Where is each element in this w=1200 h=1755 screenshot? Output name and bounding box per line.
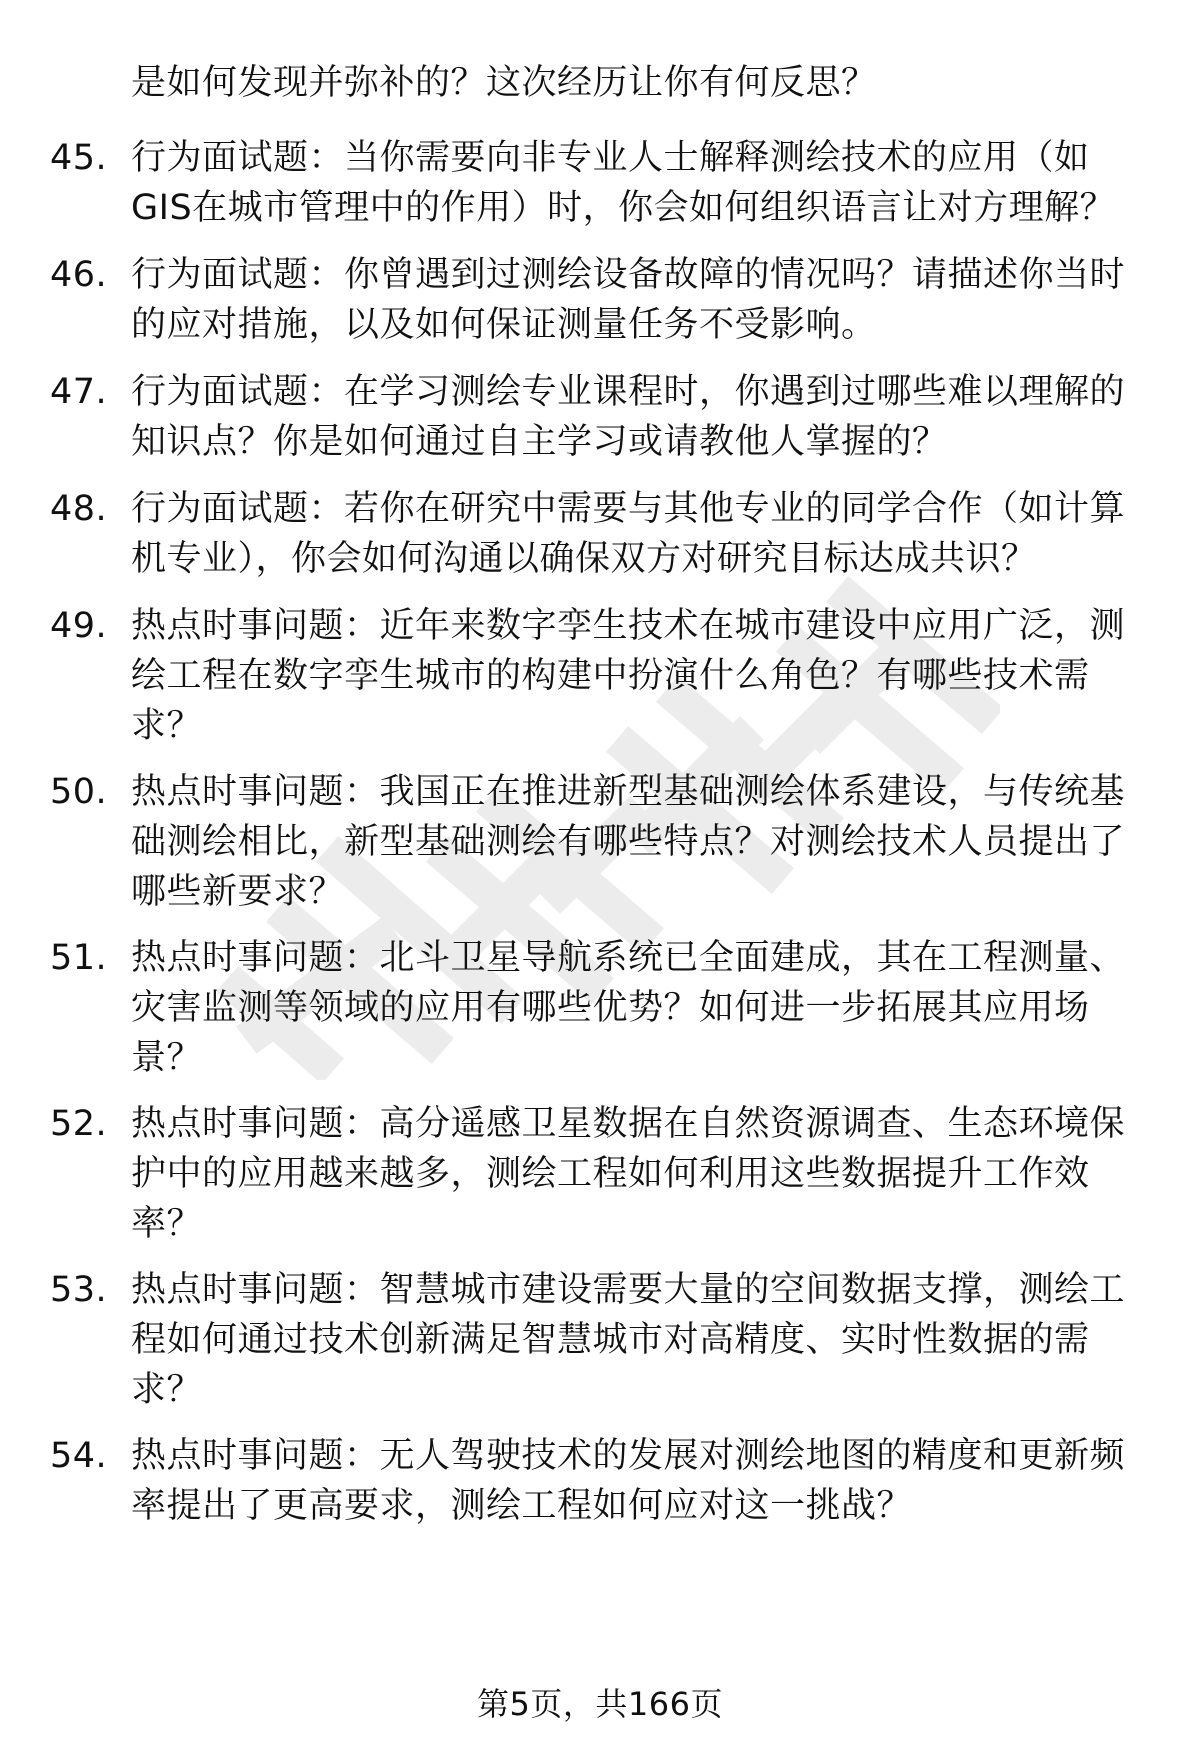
item-number: 51. bbox=[50, 938, 108, 978]
item-number: 54. bbox=[50, 1436, 108, 1476]
page-footer: 第5页，共166页 bbox=[477, 1685, 723, 1723]
item-number: 53. bbox=[50, 1270, 108, 1310]
item-number: 48. bbox=[50, 489, 108, 529]
item-text: 热点时事问题：近年来数字孪生技术在城市建设中应用广泛，测 绘工程在数字孪生城市的构建中扮演什么角色？有哪些技术需 求？ bbox=[131, 606, 1126, 746]
item-text: 行为面试题：若你在研究中需要与其他专业的同学合作（如计算 机专业），你会如何沟通以确保双方对研究目标达成共识？ bbox=[131, 489, 1126, 579]
item-text: 热点时事问题：高分遥感卫星数据在自然资源调查、生态环境保 护中的应用越来越多，测绘工程如何利用这些数据提升工作效 率？ bbox=[131, 1104, 1126, 1244]
item-number: 47. bbox=[50, 372, 108, 412]
item-text: 行为面试题：在学习测绘专业课程时，你遇到过哪些难以理解的 知识点？你是如何通过自主学习或请教他人掌握的？ bbox=[131, 372, 1126, 462]
item-text: 热点时事问题：我国正在推进新型基础测绘体系建设，与传统基 础测绘相比，新型基础测绘有哪些特点？对测绘技术人员提出了 哪些新要求？ bbox=[131, 772, 1126, 912]
item-text: 热点时事问题：北斗卫星导航系统已全面建成，其在工程测量、 灾害监测等领域的应用有哪些优势？如何进一步拓展其应用场 景？ bbox=[131, 938, 1126, 1078]
item-number: 49. bbox=[50, 606, 108, 646]
item-number: 46. bbox=[50, 255, 108, 295]
item-text: 热点时事问题：智慧城市建设需要大量的空间数据支撑，测绘工 程如何通过技术创新满足智慧城市对高精度、实时性数据的需 求？ bbox=[131, 1270, 1126, 1410]
item-number: 50. bbox=[50, 772, 108, 812]
item-text: 热点时事问题：无人驾驶技术的发展对测绘地图的精度和更新频 率提出了更高要求，测绘工程如何应对这一挑战？ bbox=[131, 1436, 1126, 1526]
item-text: 行为面试题：当你需要向非专业人士解释测绘技术的应用（如 GIS在城市管理中的作用）时，你会如何组织语言让对方理解？ bbox=[131, 138, 1116, 228]
item-number: 45. bbox=[50, 138, 108, 178]
carry-over-text: 是如何发现并弥补的？这次经历让你有何反思？ bbox=[131, 63, 877, 103]
item-text: 行为面试题：你曾遇到过测绘设备故障的情况吗？请描述你当时 的应对措施，以及如何保证测量任务不受影响。 bbox=[131, 255, 1126, 345]
item-number: 52. bbox=[50, 1104, 108, 1144]
